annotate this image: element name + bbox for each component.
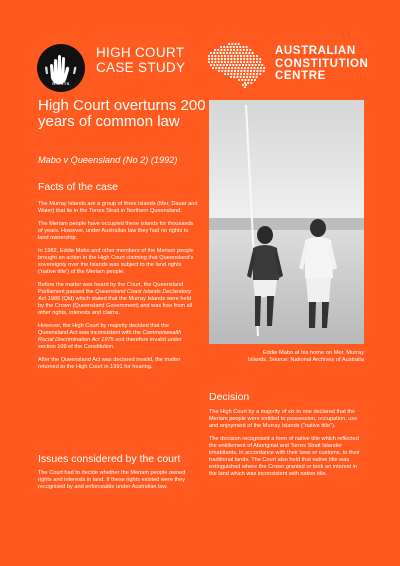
map-dot <box>243 73 245 75</box>
map-dot <box>231 67 233 69</box>
issues-body <box>38 470 198 491</box>
map-dot <box>248 52 250 54</box>
map-dot <box>250 82 252 84</box>
map-dot <box>230 73 232 75</box>
map-dot <box>221 55 223 57</box>
map-dot <box>221 70 223 72</box>
map-dot <box>243 49 245 51</box>
map-dot <box>210 52 212 54</box>
map-dot <box>234 73 236 75</box>
map-dot <box>231 43 233 45</box>
map-dot <box>240 70 242 72</box>
map-dot <box>211 61 213 63</box>
map-dot <box>245 64 247 66</box>
map-dot <box>250 73 252 75</box>
map-dot <box>220 49 222 51</box>
map-dot <box>258 64 260 66</box>
map-dot <box>263 70 265 72</box>
map-dot <box>229 52 231 54</box>
map-dot <box>250 55 252 57</box>
map-dot <box>248 64 250 66</box>
map-dot <box>224 55 226 57</box>
map-dot <box>242 46 244 48</box>
map-dot <box>224 61 226 63</box>
map-dot <box>260 67 262 69</box>
map-dot <box>215 67 217 69</box>
map-dot <box>224 49 226 51</box>
map-dot <box>229 64 231 66</box>
map-dot <box>246 58 248 60</box>
map-dot <box>228 43 230 45</box>
map-dot <box>242 84 244 86</box>
map-dot <box>250 67 252 69</box>
rights-hands-logo <box>37 44 85 92</box>
map-dot <box>240 76 242 78</box>
map-dot <box>243 76 245 78</box>
map-dot <box>242 52 244 54</box>
map-dot <box>241 79 243 81</box>
map-dot <box>246 73 248 75</box>
map-dot <box>236 76 238 78</box>
map-dot <box>212 67 214 69</box>
map-dot <box>253 61 255 63</box>
map-dot <box>244 82 246 84</box>
map-dot <box>250 70 252 72</box>
map-dot <box>246 61 248 63</box>
map-dot <box>230 76 232 78</box>
map-dot <box>254 67 256 69</box>
map-dot <box>261 64 263 66</box>
map-dot <box>243 61 245 63</box>
map-dot <box>238 67 240 69</box>
map-dot <box>253 55 255 57</box>
case-name: Mabo v Queensland (No 2) (1992) <box>38 155 178 165</box>
facts-paragraph: The Murray Islands are a group of three islands (Mer, Dauar and Waier) that lie in the Torres Strait in Northern Queensland. <box>38 201 198 214</box>
map-dot <box>222 67 224 69</box>
map-dot <box>244 86 246 88</box>
map-dot <box>236 49 238 51</box>
map-dot <box>240 73 242 75</box>
map-dot <box>208 58 210 60</box>
map-dot <box>213 52 215 54</box>
map-dot <box>227 61 229 63</box>
map-dot <box>226 46 228 48</box>
map-dot <box>240 49 242 51</box>
map-dot <box>252 64 254 66</box>
map-dot <box>251 79 253 81</box>
map-dot <box>249 76 251 78</box>
map-dot <box>213 64 215 66</box>
map-dot <box>239 64 241 66</box>
map-dot <box>220 52 222 54</box>
map-dot <box>244 70 246 72</box>
map-dot <box>247 67 249 69</box>
map-dot <box>230 58 232 60</box>
map-dot <box>240 55 242 57</box>
map-dot <box>230 49 232 51</box>
facts-paragraph: The Meriam people have occupied these islands for thousands of years. However, under Australian law they had no rights to land ownership. <box>38 221 194 241</box>
map-dot <box>249 49 251 51</box>
map-dot <box>245 52 247 54</box>
map-dot <box>253 70 255 72</box>
map-dot <box>216 64 218 66</box>
acc-wordmark <box>275 45 368 83</box>
map-dot <box>218 70 220 72</box>
map-dot <box>237 70 239 72</box>
logo-text: RIGHTS <box>52 81 70 86</box>
map-dot <box>256 76 258 78</box>
map-dot <box>241 67 243 69</box>
map-dot <box>253 73 255 75</box>
map-dot <box>226 64 228 66</box>
map-dot <box>214 61 216 63</box>
decision-body <box>209 409 365 484</box>
map-dot <box>227 73 229 75</box>
map-dot <box>223 64 225 66</box>
map-dot <box>220 64 222 66</box>
eddie-mabo-photo <box>209 100 364 344</box>
map-dot <box>259 61 261 63</box>
facts-body <box>38 201 198 377</box>
map-dot <box>250 58 252 60</box>
case-study-line-1: HIGH COURT <box>96 45 185 60</box>
map-dot <box>223 46 225 48</box>
map-dot <box>246 76 248 78</box>
map-dot <box>244 79 246 81</box>
map-dot <box>256 55 258 57</box>
map-dot <box>216 52 218 54</box>
page-title: High Court overturns 200 years of common law <box>38 97 206 130</box>
map-dot <box>242 64 244 66</box>
facts-heading: Facts of the case <box>38 181 118 193</box>
case-study-line-2: CASE STUDY <box>96 60 186 75</box>
map-dot <box>240 58 242 60</box>
map-dot <box>227 49 229 51</box>
map-dot <box>250 61 252 63</box>
map-dot <box>210 64 212 66</box>
map-dot <box>227 55 229 57</box>
map-dot <box>228 67 230 69</box>
map-dot <box>234 61 236 63</box>
map-dot <box>225 67 227 69</box>
map-dot <box>233 46 235 48</box>
map-dot <box>246 49 248 51</box>
australia-map-logo <box>207 42 269 88</box>
map-dot <box>237 55 239 57</box>
issues-heading: Issues considered by the court <box>38 453 181 465</box>
map-dot <box>236 52 238 54</box>
decision-paragraph: The High Court by a majority of six to one declared that the Meriam people were entitled to possession, occupation, use and enjoyment of the Murray Islands ("native title"). <box>209 409 358 429</box>
map-dot <box>220 46 222 48</box>
map-dot <box>214 49 216 51</box>
map-dot <box>214 58 216 60</box>
map-dot <box>239 46 241 48</box>
map-dot <box>252 76 254 78</box>
facts-paragraph: After the Queensland Act was declared invalid, the matter returned to the High Court in 1991 for hearing. <box>38 356 181 370</box>
map-dot <box>214 55 216 57</box>
map-dot <box>233 49 235 51</box>
map-dot <box>237 58 239 60</box>
map-dot <box>211 58 213 60</box>
map-dot <box>237 61 239 63</box>
map-dot <box>234 43 236 45</box>
map-dot <box>247 70 249 72</box>
map-dot <box>256 70 258 72</box>
map-dot <box>256 58 258 60</box>
map-dot <box>237 73 239 75</box>
map-dot <box>260 70 262 72</box>
map-dot <box>236 64 238 66</box>
map-dot <box>224 73 226 75</box>
issues-paragraph: The Court had to decide whether the Meriam people owned rights and interests in land. If these rights existed were they recognised by and enforceable under Australian law. <box>38 470 186 490</box>
map-dot <box>252 52 254 54</box>
map-dot <box>256 73 258 75</box>
map-dot <box>231 70 233 72</box>
acc-line-1: AUSTRALIAN <box>275 45 356 57</box>
map-dot <box>246 55 248 57</box>
facts-paragraph: However, the High Court by majority decided that the Queensland Act was inconsistent with the Commonwealth Racial Discrimination Act 1975 and therefore invalid under section 109 of the Constitution. <box>38 322 182 350</box>
map-dot <box>221 61 223 63</box>
map-dot <box>221 58 223 60</box>
map-dot <box>263 67 265 69</box>
decision-paragraph: The decision recognised a form of native title which reflected the entitlement of Aboriginal and Torres Strait Islander inhabitants, in accordance with their laws or customs, to their traditional lands. The Court also held that native title was extinguished where the Crown granted or took an interest in the land which was inconsistent with native title. <box>209 436 360 477</box>
map-dot <box>232 64 234 66</box>
map-dot <box>224 70 226 72</box>
map-dot <box>218 61 220 63</box>
map-dot <box>244 67 246 69</box>
map-dot <box>230 55 232 57</box>
map-dot <box>224 58 226 60</box>
map-dot <box>217 49 219 51</box>
map-dot <box>227 58 229 60</box>
map-dot <box>254 79 256 81</box>
map-dot <box>248 79 250 81</box>
acc-line-2: CONSTITUTION <box>275 57 369 70</box>
map-dot <box>238 43 240 45</box>
map-dot <box>243 58 245 60</box>
map-dot <box>233 76 235 78</box>
map-dot <box>230 61 232 63</box>
map-dot <box>257 67 259 69</box>
map-dot <box>208 61 210 63</box>
map-dot <box>230 46 232 48</box>
map-dot <box>208 55 210 57</box>
map-dot <box>240 61 242 63</box>
map-dot <box>232 52 234 54</box>
map-dot <box>246 46 248 48</box>
facts-paragraph: Before the matter was heard by the Court, the Queensland Parliament passed the Queensland Coast Islands Declaratory Act 1985 (Qld) which stated that the Murray Islands were held by the Crown (Queensland Government) and was free from all other rights, interests and claims. <box>38 282 193 316</box>
map-dot <box>243 55 245 57</box>
acc-line-3: CENTRE <box>275 70 326 82</box>
decision-heading: Decision <box>209 391 250 403</box>
map-dot <box>245 84 247 86</box>
map-dot <box>236 46 238 48</box>
map-dot <box>228 70 230 72</box>
facts-paragraph: In 1982, Eddie Mabo and other members of the Meriam people brought an action in the High Court claiming that Queensland's sovereignty over the Islands was subject to the land rights ('native title') of the Meriam people. <box>38 248 194 275</box>
map-dot <box>238 79 240 81</box>
map-dot <box>247 82 249 84</box>
map-dot <box>234 70 236 72</box>
map-dot <box>234 67 236 69</box>
map-dot <box>255 64 257 66</box>
map-dot <box>226 52 228 54</box>
map-dot <box>239 52 241 54</box>
map-dot <box>218 58 220 60</box>
map-dot <box>256 61 258 63</box>
map-dot <box>234 55 236 57</box>
map-dot <box>223 52 225 54</box>
map-dot <box>259 73 261 75</box>
map-dot <box>218 55 220 57</box>
high-court-case-study-heading <box>96 45 185 75</box>
map-dot <box>218 67 220 69</box>
map-dot <box>234 58 236 60</box>
photo-caption: Eddie Mabo at his home on Mer, Murray Islands. Source: National Archives of Australia <box>247 350 364 363</box>
map-dot <box>253 58 255 60</box>
map-dot <box>211 55 213 57</box>
map-dot <box>259 58 261 60</box>
